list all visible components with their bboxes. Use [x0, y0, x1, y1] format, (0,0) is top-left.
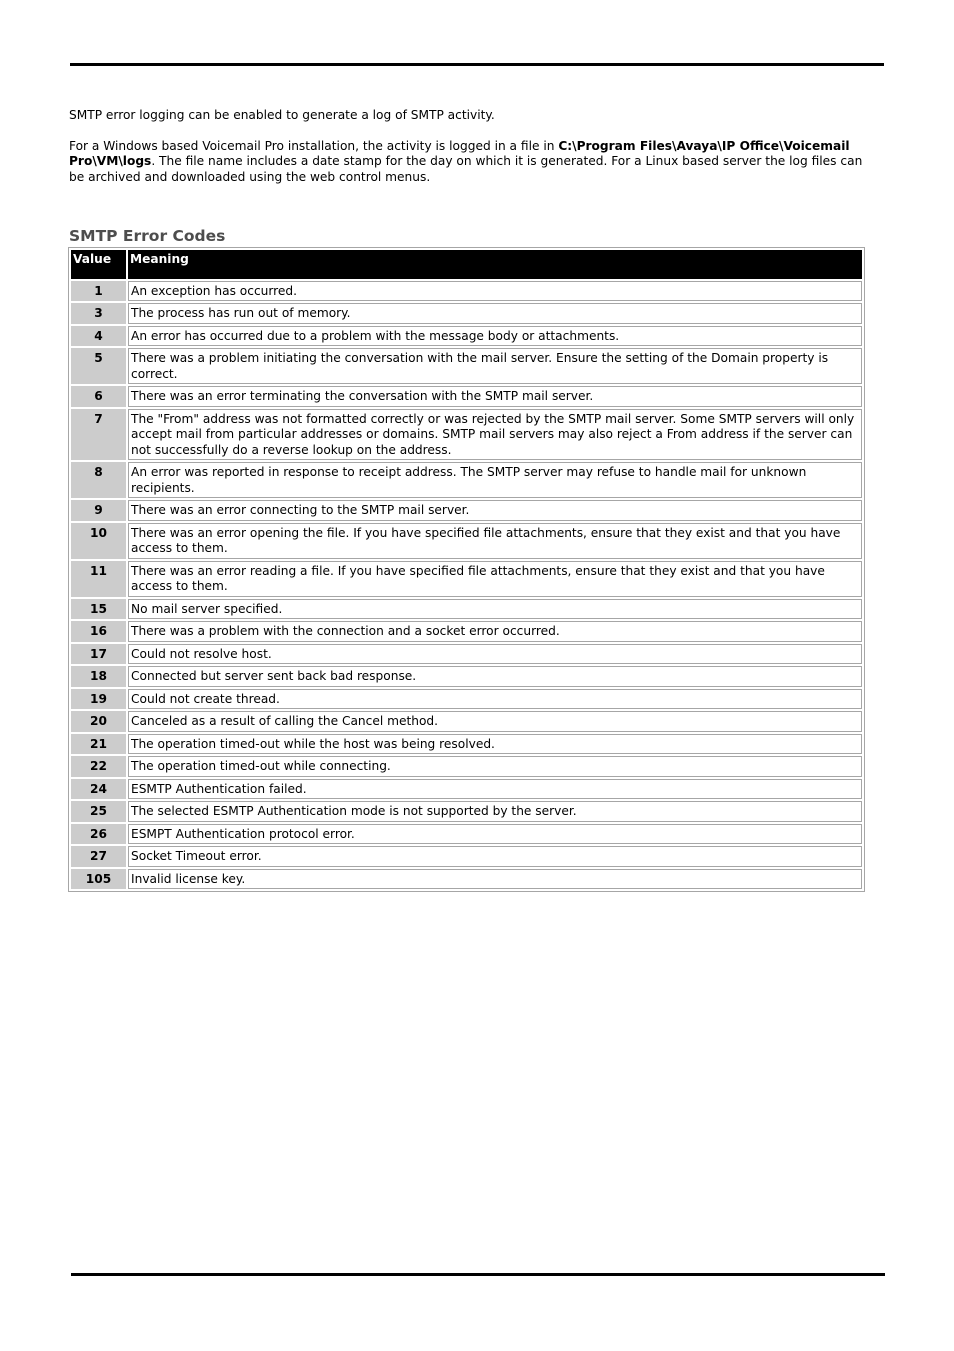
table-row — [71, 500, 862, 521]
table-row — [71, 348, 862, 384]
table-row — [71, 869, 862, 890]
error-code-meaning: ESMPT Authentication protocol error. — [128, 824, 862, 845]
table-row — [71, 303, 862, 324]
table-row — [71, 386, 862, 407]
error-code-value: 5 — [71, 348, 126, 384]
error-code-value: 19 — [71, 689, 126, 710]
table-row — [71, 281, 862, 302]
table-row — [71, 326, 862, 347]
error-code-meaning: There was a problem initiating the conversation with the mail server. Ensure the setting of the Domain property is correct. — [128, 348, 862, 384]
table-row — [71, 666, 862, 687]
error-code-meaning: There was an error connecting to the SMTP mail server. — [128, 500, 862, 521]
table-row — [71, 621, 862, 642]
error-code-meaning: The operation timed-out while connecting. — [128, 756, 862, 777]
log-path: C:\Program Files\Avaya\IP Office\Voicemail Pro\VM\logs — [69, 138, 850, 168]
error-code-value: 105 — [71, 869, 126, 890]
error-code-value: 4 — [71, 326, 126, 347]
error-code-value: 3 — [71, 303, 126, 324]
table-row — [71, 779, 862, 800]
error-code-meaning: No mail server specified. — [128, 599, 862, 620]
table-header-row — [71, 250, 862, 279]
table-row — [71, 689, 862, 710]
error-code-meaning: Invalid license key. — [128, 869, 862, 890]
footer-rule — [71, 1273, 885, 1276]
intro-paragraph-1: SMTP error logging can be enabled to generate a log of SMTP activity. — [69, 108, 495, 122]
error-code-value: 26 — [71, 824, 126, 845]
intro-p2-before: For a Windows based Voicemail Pro installation, the activity is logged in a file in — [69, 138, 559, 153]
error-code-meaning: ESMTP Authentication failed. — [128, 779, 862, 800]
smtp-error-codes-table — [68, 247, 865, 892]
table-row — [71, 462, 862, 498]
section-title: SMTP Error Codes — [69, 227, 226, 245]
error-code-value: 21 — [71, 734, 126, 755]
table-row — [71, 824, 862, 845]
table-body — [71, 281, 862, 890]
table-row — [71, 711, 862, 732]
error-code-meaning: The selected ESMTP Authentication mode is not supported by the server. — [128, 801, 862, 822]
error-code-value: 8 — [71, 462, 126, 498]
column-header-value: Value — [71, 250, 126, 279]
error-code-meaning: The operation timed-out while the host was being resolved. — [128, 734, 862, 755]
error-code-value: 10 — [71, 523, 126, 559]
error-code-meaning: Could not create thread. — [128, 689, 862, 710]
error-code-meaning: An error has occurred due to a problem with the message body or attachments. — [128, 326, 862, 347]
error-code-meaning: There was an error reading a file. If you have specified file attachments, ensure that they exist and that you have access to them. — [128, 561, 862, 597]
error-code-value: 7 — [71, 409, 126, 461]
error-code-meaning: There was an error terminating the conversation with the SMTP mail server. — [128, 386, 862, 407]
error-code-value: 6 — [71, 386, 126, 407]
table-row — [71, 599, 862, 620]
error-code-value: 24 — [71, 779, 126, 800]
header-rule — [70, 63, 884, 66]
intro-paragraph-2 — [69, 139, 865, 186]
error-code-value: 22 — [71, 756, 126, 777]
error-code-value: 17 — [71, 644, 126, 665]
error-code-value: 1 — [71, 281, 126, 302]
error-code-meaning: Could not resolve host. — [128, 644, 862, 665]
error-code-value: 27 — [71, 846, 126, 867]
table-row — [71, 734, 862, 755]
error-code-meaning: There was a problem with the connection and a socket error occurred. — [128, 621, 862, 642]
error-code-value: 9 — [71, 500, 126, 521]
column-header-meaning: Meaning — [128, 250, 862, 279]
error-code-meaning: An error was reported in response to receipt address. The SMTP server may refuse to handle mail for unknown recipients. — [128, 462, 862, 498]
error-code-value: 16 — [71, 621, 126, 642]
error-code-meaning: Canceled as a result of calling the Cancel method. — [128, 711, 862, 732]
error-code-value: 18 — [71, 666, 126, 687]
table-row — [71, 801, 862, 822]
table-row — [71, 756, 862, 777]
error-code-meaning: Connected but server sent back bad response. — [128, 666, 862, 687]
error-code-value: 20 — [71, 711, 126, 732]
intro-p2-after: . The file name includes a date stamp for the day on which it is generated. For a Linux based server the log files can be archived and downloaded using the web control menus. — [69, 154, 863, 184]
error-code-value: 11 — [71, 561, 126, 597]
table-row — [71, 644, 862, 665]
error-code-meaning: The process has run out of memory. — [128, 303, 862, 324]
intro-text — [69, 108, 865, 185]
table-row — [71, 561, 862, 597]
table-row — [71, 409, 862, 461]
error-code-value: 25 — [71, 801, 126, 822]
error-code-meaning: There was an error opening the file. If you have specified file attachments, ensure that they exist and that you have access to them. — [128, 523, 862, 559]
error-code-value: 15 — [71, 599, 126, 620]
error-code-meaning: The "From" address was not formatted correctly or was rejected by the SMTP mail server. Some SMTP servers will only accept mail from particular addresses or domains. SMTP mail servers may also reject a From address if the server can not successfully do a reverse lookup on the address. — [128, 409, 862, 461]
error-code-meaning: An exception has occurred. — [128, 281, 862, 302]
table-row — [71, 846, 862, 867]
table-row — [71, 523, 862, 559]
error-code-meaning: Socket Timeout error. — [128, 846, 862, 867]
